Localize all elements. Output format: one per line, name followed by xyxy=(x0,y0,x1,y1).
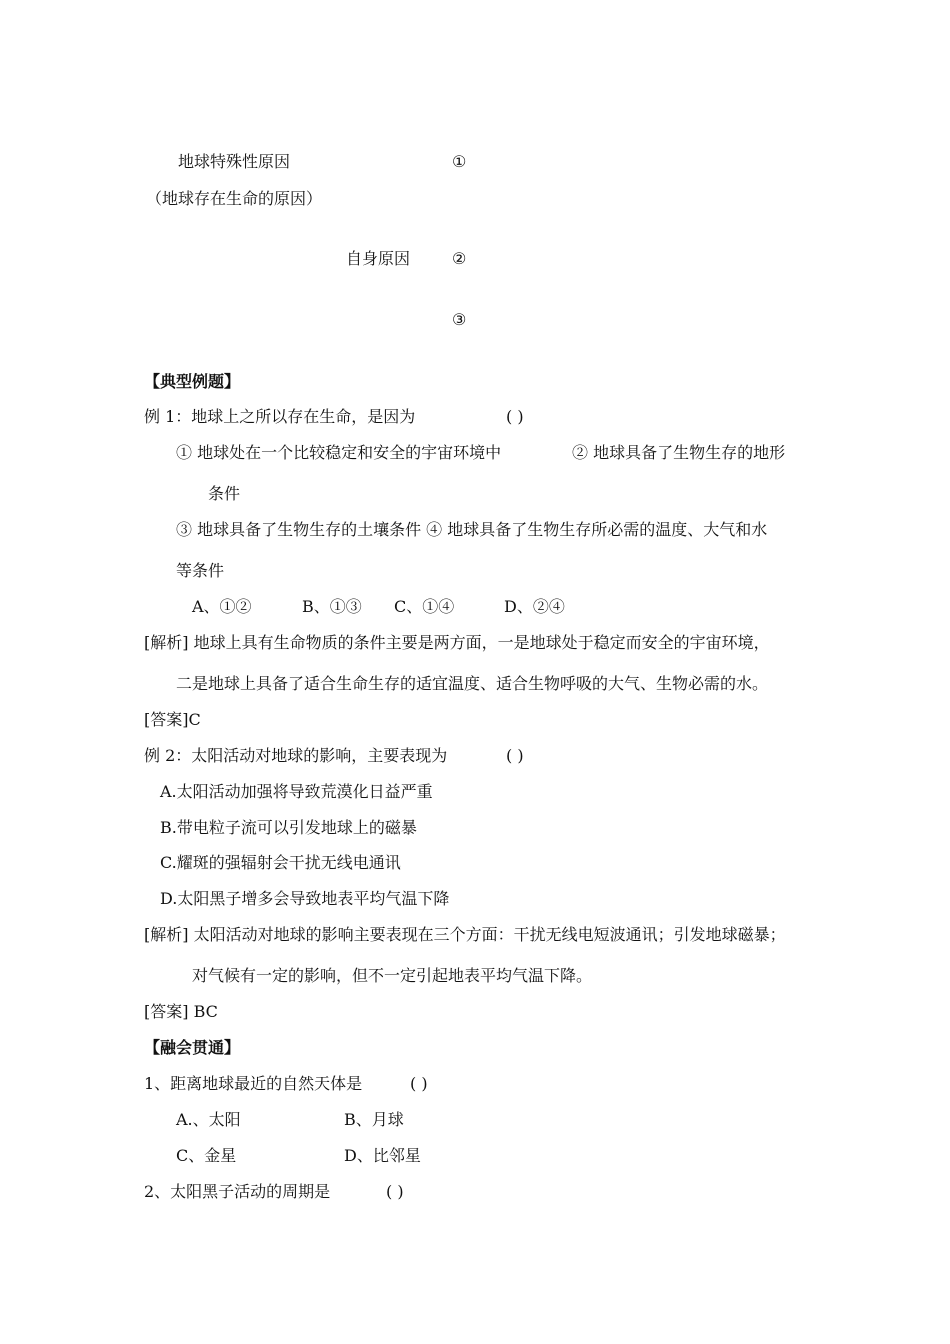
circle-mark-2: ② xyxy=(452,249,467,268)
diagram-subtitle: （地球存在生命的原因） xyxy=(146,189,323,208)
example-1-answer: [答案]C xyxy=(144,710,201,729)
practice-2-question: 2、太阳黑子活动的周期是 xyxy=(144,1182,331,1201)
practice-1-option-b: B、月球 xyxy=(344,1110,404,1129)
example-1-options-3-4: ③ 地球具备了生物生存的土壤条件 ④ 地球具备了生物生存所必需的温度、大气和水 xyxy=(176,520,768,539)
example-1-option-4-continued: 等条件 xyxy=(176,561,225,580)
practice-2-answer-blank: ( ) xyxy=(386,1182,404,1201)
example-1-question: 例 1：地球上之所以存在生命，是因为 xyxy=(144,407,416,426)
example-1-choice-c: C、①④ xyxy=(394,597,455,616)
example-1-choice-d: D、②④ xyxy=(504,597,565,616)
example-1-option-1: ① 地球处在一个比较稳定和安全的宇宙环境中 xyxy=(176,443,502,462)
practice-1-option-c: C、金星 xyxy=(176,1146,237,1165)
example-1-option-2: ② 地球具备了生物生存的地形 xyxy=(572,443,786,462)
example-1-choice-a: A、①② xyxy=(192,597,252,616)
practice-1-question: 1、距离地球最近的自然天体是 xyxy=(144,1074,363,1093)
example-1-analysis-line-2: 二是地球上具备了适合生命生存的适宜温度、适合生物呼吸的大气、生物必需的水。 xyxy=(176,674,769,693)
example-2-option-c: C.耀斑的强辐射会干扰无线电通讯 xyxy=(160,853,401,872)
circle-mark-3: ③ xyxy=(452,310,467,329)
example-2-option-b: B.带电粒子流可以引发地球上的磁暴 xyxy=(160,818,417,837)
diagram-title: 地球特殊性原因 xyxy=(178,152,291,171)
example-2-answer-blank: ( ) xyxy=(506,746,524,765)
example-1-answer-blank: ( ) xyxy=(506,407,524,426)
circle-mark-1: ① xyxy=(452,152,467,171)
example-2-analysis-line-1: [解析] 太阳活动对地球的影响主要表现在三个方面：干扰无线电短波通讯；引发地球磁暴； xyxy=(144,925,786,944)
practice-1-option-d: D、比邻星 xyxy=(344,1146,421,1165)
self-reason-label: 自身原因 xyxy=(346,249,411,268)
example-1-analysis-line-1: [解析] 地球上具有生命物质的条件主要是两方面，一是地球处于稳定而安全的宇宙环境， xyxy=(144,633,770,652)
practice-1-option-a: A.、太阳 xyxy=(176,1110,241,1129)
example-1-option-2-continued: 条件 xyxy=(208,484,241,503)
example-2-option-a: A.太阳活动加强将导致荒漠化日益严重 xyxy=(160,782,433,801)
example-2-option-d: D.太阳黑子增多会导致地表平均气温下降 xyxy=(160,889,450,908)
practice-1-answer-blank: ( ) xyxy=(410,1074,428,1093)
section-heading-examples: 【典型例题】 xyxy=(144,372,241,391)
example-2-question: 例 2：太阳活动对地球的影响，主要表现为 xyxy=(144,746,448,765)
section-heading-practice: 【融会贯通】 xyxy=(144,1038,241,1057)
example-1-choice-b: B、①③ xyxy=(302,597,362,616)
example-2-answer: [答案] BC xyxy=(144,1002,218,1021)
example-2-analysis-line-2: 对气候有一定的影响，但不一定引起地表平均气温下降。 xyxy=(192,966,593,985)
